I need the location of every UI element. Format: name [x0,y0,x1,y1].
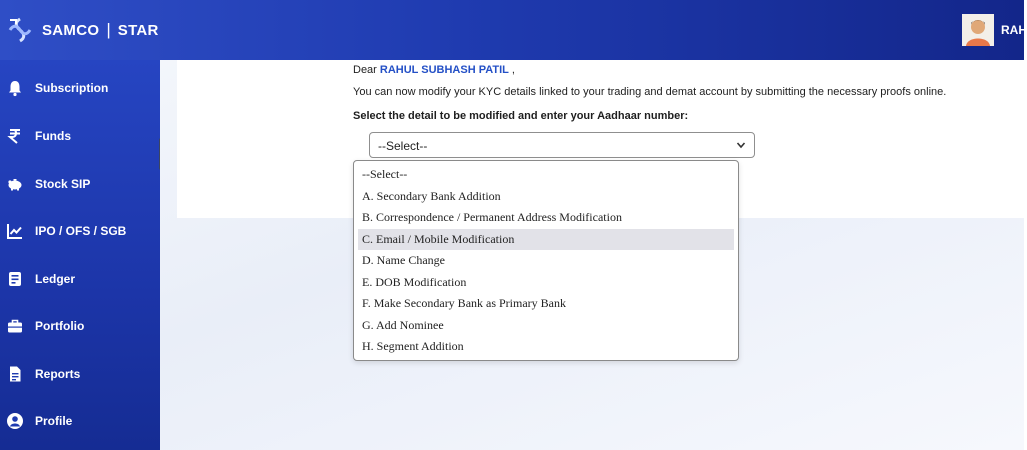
select-value: --Select-- [378,139,428,153]
sidebar-item-label: Ledger [35,272,76,286]
sidebar-item-reports[interactable] [0,359,160,389]
sidebar-item-label: Reports [35,367,81,381]
greeting-suffix: , [508,64,515,76]
option-address-modification[interactable]: B. Correspondence / Permanent Address Modification [362,210,622,224]
sidebar-item-funds[interactable] [0,121,160,151]
document-icon [6,365,24,383]
sidebar-item-portfolio[interactable] [0,311,160,341]
avatar-icon [962,14,994,46]
chevron-down-icon [736,140,746,150]
sidebar-item-ipo[interactable] [0,216,160,246]
greeting-prefix: Dear [353,64,380,76]
option-secondary-bank-addition[interactable]: A. Secondary Bank Addition [362,189,501,203]
rupee-icon [6,127,24,145]
samco-logo-icon [6,16,34,44]
option-segment-addition[interactable]: H. Segment Addition [362,339,464,353]
option-dob-modification[interactable]: E. DOB Modification [362,275,467,289]
option-select[interactable]: --Select-- [362,167,408,181]
line-chart-icon [6,222,24,240]
user-menu[interactable] [962,14,1027,46]
user-circle-icon [6,412,24,430]
customer-name: RAHUL SUBHASH PATIL [379,64,509,76]
user-name[interactable]: RAH [1001,23,1027,37]
sidebar-item-stock-sip[interactable] [0,169,160,199]
avatar[interactable] [962,14,994,46]
select-dropdown-list[interactable] [353,160,739,361]
ledger-icon [6,270,24,288]
sidebar-item-profile[interactable] [0,406,160,436]
sidebar-item-label: Profile [35,414,73,428]
option-email-mobile-modification[interactable]: C. Email / Mobile Modification [358,229,734,250]
bell-icon [6,79,24,97]
intro-text: You can now modify your KYC details linked to your trading and demat account by submitting the necessary proofs online. [353,86,947,98]
piggy-bank-icon [6,175,24,193]
briefcase-icon [6,317,24,335]
brand-name: SAMCO [42,21,100,39]
sidebar-item-label: IPO / OFS / SGB [35,224,127,238]
option-name-change[interactable]: D. Name Change [362,253,445,267]
brand-separator: | [106,20,111,39]
brand-product: STAR [117,21,159,39]
option-add-nominee[interactable]: G. Add Nominee [362,318,444,332]
sidebar-item-label: Subscription [35,81,109,95]
modification-select[interactable] [369,132,755,158]
option-secondary-to-primary-bank[interactable]: F. Make Secondary Bank as Primary Bank [362,296,566,310]
greeting [353,64,515,76]
sidebar-item-label: Portfolio [35,319,85,333]
sidebar-item-ledger[interactable] [0,264,160,294]
top-bar [0,0,1027,60]
logo[interactable] [6,14,159,46]
sidebar-item-label: Stock SIP [35,177,91,191]
sidebar-item-subscription[interactable] [0,73,160,103]
sidebar-item-label: Funds [35,129,71,143]
sidebar [0,60,160,450]
select-prompt: Select the detail to be modified and enter your Aadhaar number: [353,110,689,122]
